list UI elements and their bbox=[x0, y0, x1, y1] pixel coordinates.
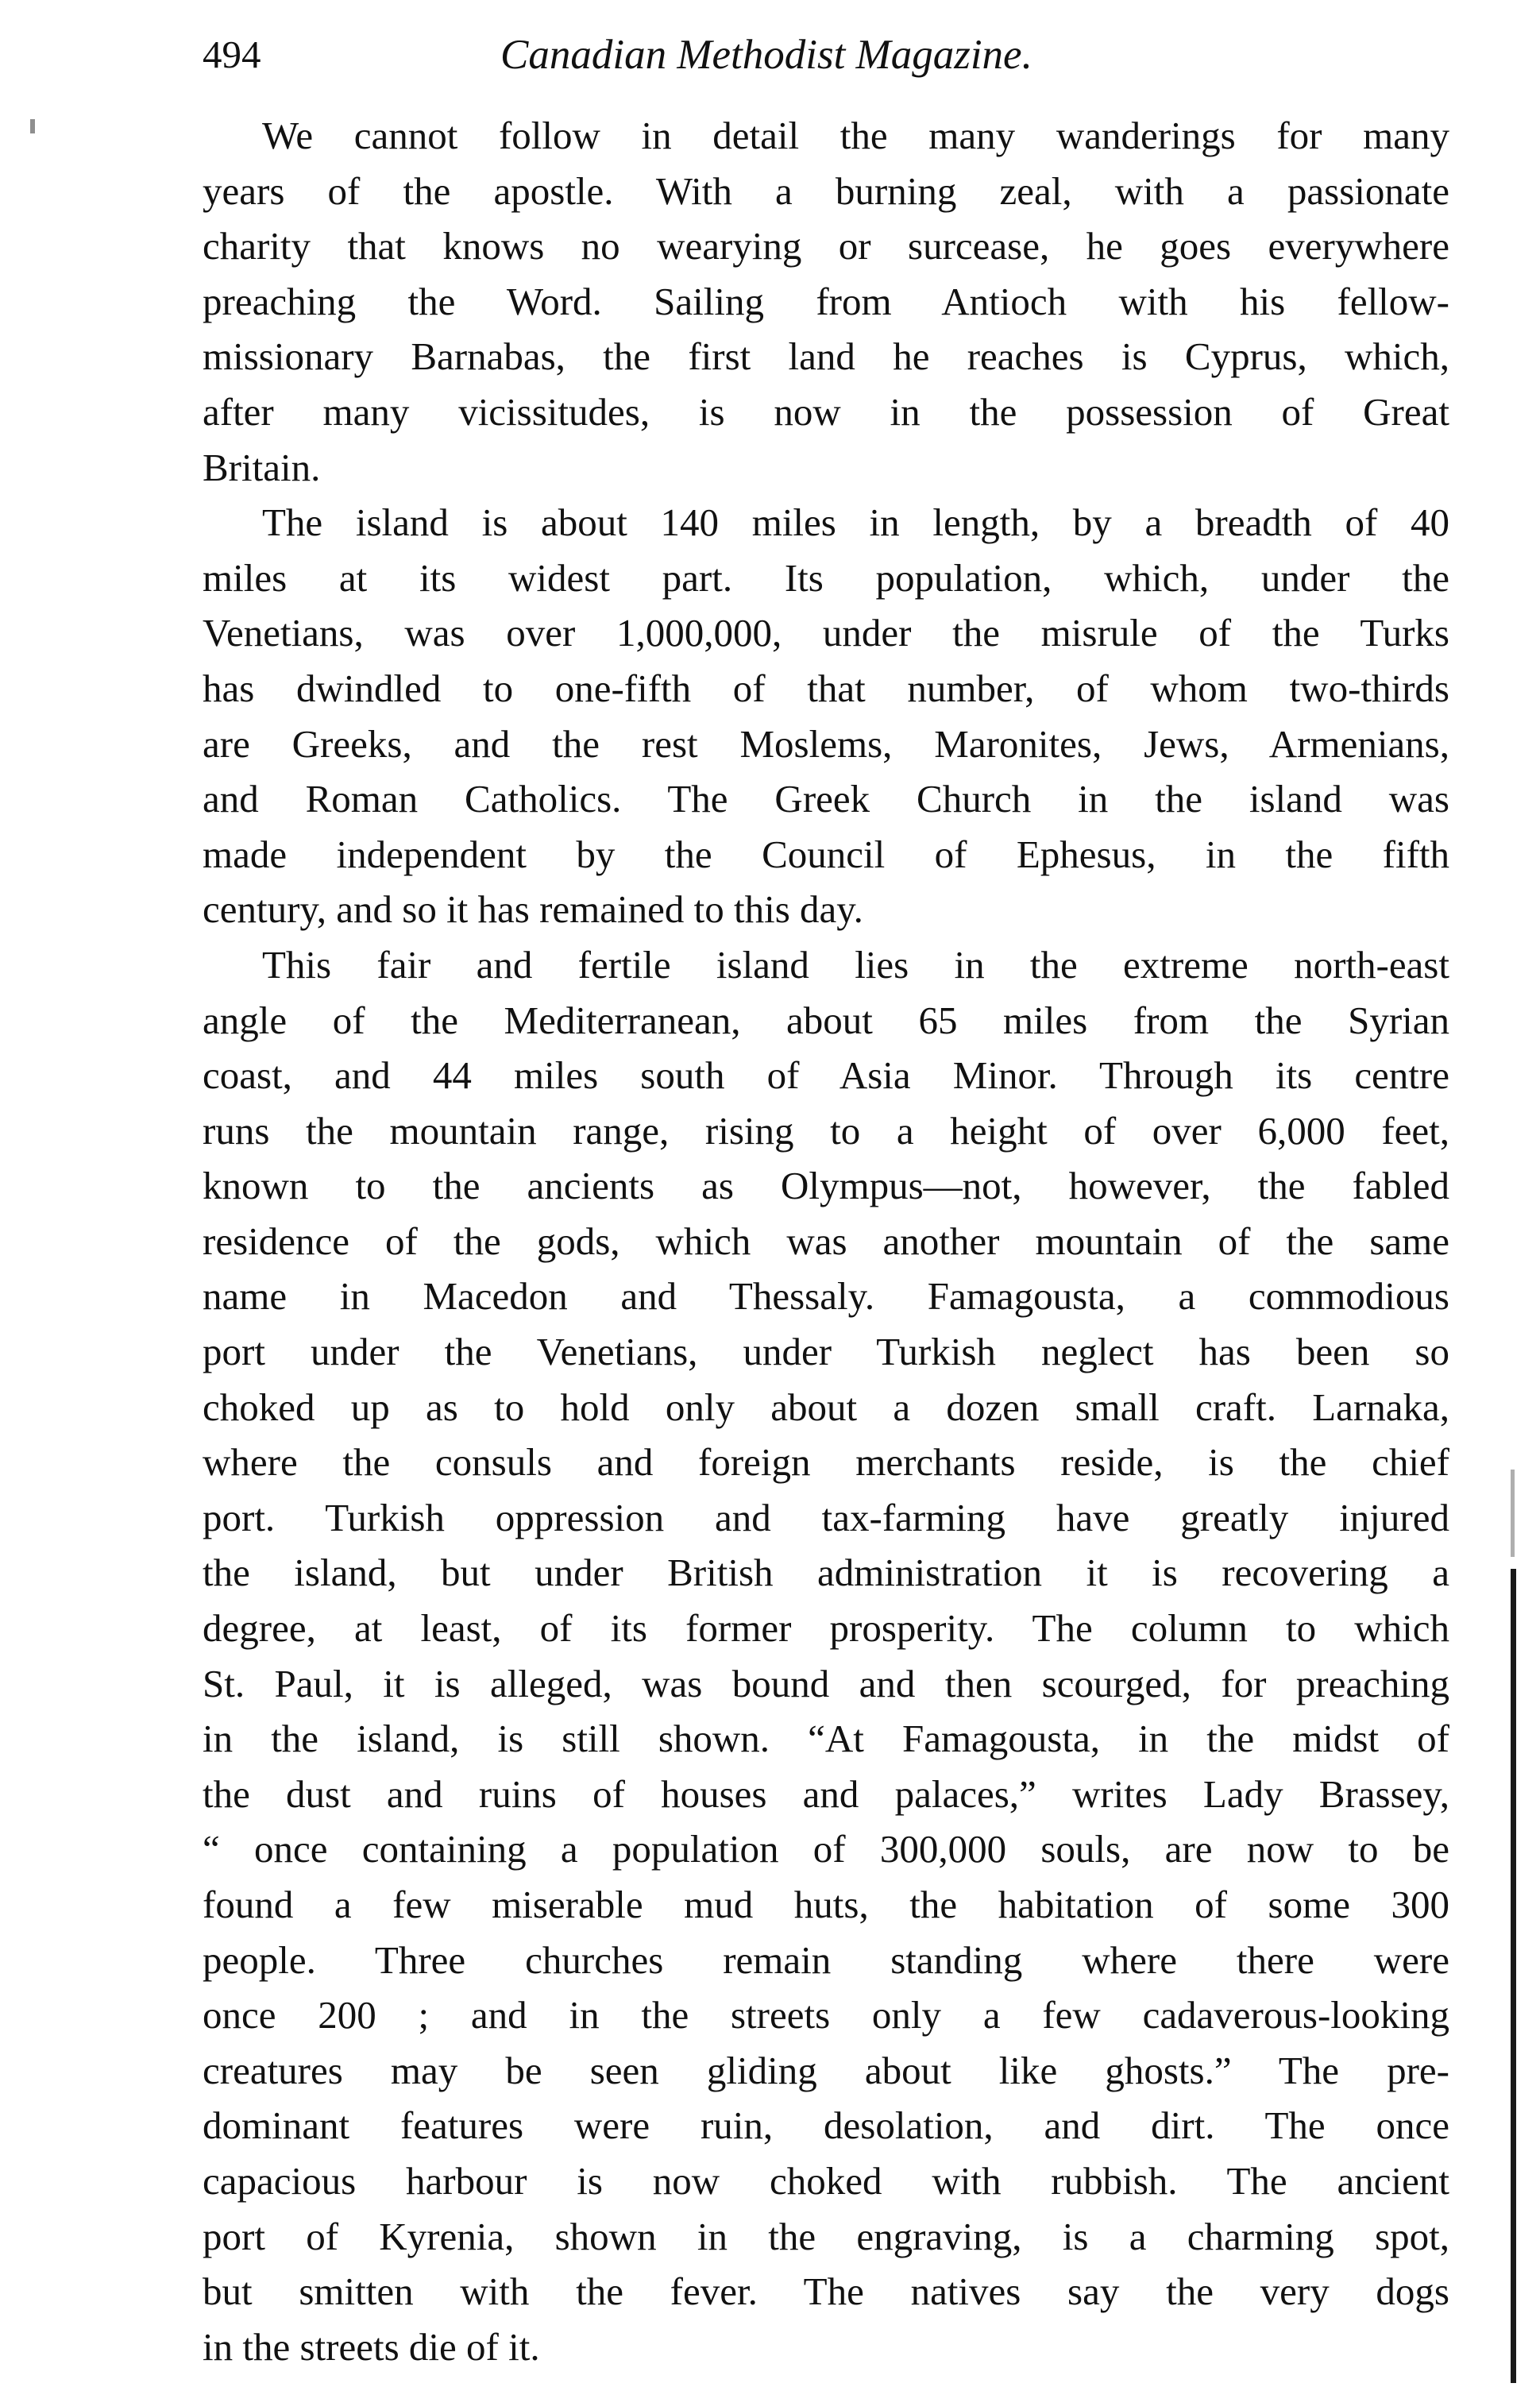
running-head bbox=[203, 27, 1449, 83]
text-line: port. Turkish oppression and tax-farming have greatly injured bbox=[203, 1495, 1449, 1539]
text-line: The island is about 140 miles in length, by a breadth of 40 bbox=[262, 500, 1449, 545]
text-line: missionary Barnabas, the first land he reaches is Cyprus, which, bbox=[203, 334, 1449, 379]
text-line: in the streets die of it. bbox=[203, 2324, 540, 2369]
text-line: but smitten with the fever. The natives say the very dogs bbox=[203, 2269, 1449, 2314]
running-title: Canadian Methodist Magazine. bbox=[500, 32, 1032, 78]
text-line: people. Three churches remain standing where there were bbox=[203, 1937, 1449, 1982]
scan-edge-shadow bbox=[1511, 1470, 1515, 1557]
text-line: where the consuls and foreign merchants reside, is the chief bbox=[203, 1440, 1449, 1485]
paragraph bbox=[203, 937, 1449, 2374]
text-line: creatures may be seen gliding about like ghosts.” The pre- bbox=[203, 2048, 1449, 2092]
text-line: We cannot follow in detail the many wanderings for many bbox=[262, 114, 1449, 157]
text-line: made independent by the Council of Ephesus, in the fifth bbox=[203, 832, 1449, 876]
scan-edge-line bbox=[1511, 1569, 1516, 2383]
text-line: This fair and fertile island lies in the extreme north-east bbox=[262, 942, 1449, 987]
paragraph bbox=[203, 495, 1449, 937]
text-line: choked up as to hold only about a dozen small craft. Larnaka, bbox=[203, 1385, 1449, 1429]
text-line: degree, at least, of its former prosperity. The column to which bbox=[203, 1606, 1449, 1651]
paragraph bbox=[203, 108, 1449, 495]
text-line: the island, but under British administration it is recovering a bbox=[203, 1551, 1449, 1595]
text-line: charity that knows no wearying or surcease, he goes everywhere bbox=[203, 224, 1449, 268]
text-line: port of Kyrenia, shown in the engraving, is a charming spot, bbox=[203, 2214, 1449, 2258]
text-line: dominant features were ruin, desolation, and dirt. The once bbox=[203, 2103, 1449, 2148]
text-line: years of the apostle. With a burning zeal, with a passionate bbox=[203, 168, 1449, 213]
text-line: preaching the Word. Sailing from Antioch with his fellow- bbox=[203, 279, 1449, 323]
text-line: “ once containing a population of 300,000 souls, are now to be bbox=[203, 1827, 1449, 1871]
text-line: has dwindled to one-fifth of that number, of whom two-thirds bbox=[203, 666, 1449, 710]
text-line: found a few miserable mud huts, the habitation of some 300 bbox=[203, 1883, 1449, 1926]
body-text bbox=[203, 108, 1449, 2374]
text-line: St. Paul, it is alleged, was bound and then scourged, for preaching bbox=[203, 1661, 1449, 1705]
text-line: runs the mountain range, rising to a height of over 6,000 feet, bbox=[203, 1108, 1449, 1153]
scan-speck bbox=[30, 119, 35, 133]
text-line: port under the Venetians, under Turkish neglect has been so bbox=[203, 1330, 1449, 1374]
text-line: after many vicissitudes, is now in the possession of Great bbox=[203, 389, 1449, 434]
text-line: in the island, is still shown. “At Famagousta, in the midst of bbox=[203, 1717, 1449, 1761]
text-line: residence of the gods, which was another mountain of the same bbox=[203, 1219, 1449, 1263]
text-line: and Roman Catholics. The Greek Church in the island was bbox=[203, 777, 1449, 821]
text-line: coast, and 44 miles south of Asia Minor. Through its centre bbox=[203, 1053, 1449, 1098]
text-line: Britain. bbox=[203, 445, 321, 489]
text-line: angle of the Mediterranean, about 65 miles from the Syrian bbox=[203, 998, 1449, 1042]
text-line: capacious harbour is now choked with rubbish. The ancient bbox=[203, 2158, 1449, 2203]
text-line: known to the ancients as Olympus—not, however, the fabled bbox=[203, 1164, 1449, 1208]
text-line: century, and so it has remained to this day. bbox=[203, 887, 863, 932]
text-line: are Greeks, and the rest Moslems, Maronites, Jews, Armenians, bbox=[203, 721, 1449, 766]
text-line: miles at its widest part. Its population, which, under the bbox=[203, 555, 1449, 600]
text-line: once 200 ; and in the streets only a few cadaverous-looking bbox=[203, 1993, 1449, 2037]
text-line: the dust and ruins of houses and palaces,” writes Lady Brassey, bbox=[203, 1771, 1449, 1816]
page-number: 494 bbox=[203, 33, 261, 76]
text-line: name in Macedon and Thessaly. Famagousta, a commodious bbox=[203, 1274, 1449, 1319]
text-line: Venetians, was over 1,000,000, under the misrule of the Turks bbox=[203, 611, 1449, 655]
